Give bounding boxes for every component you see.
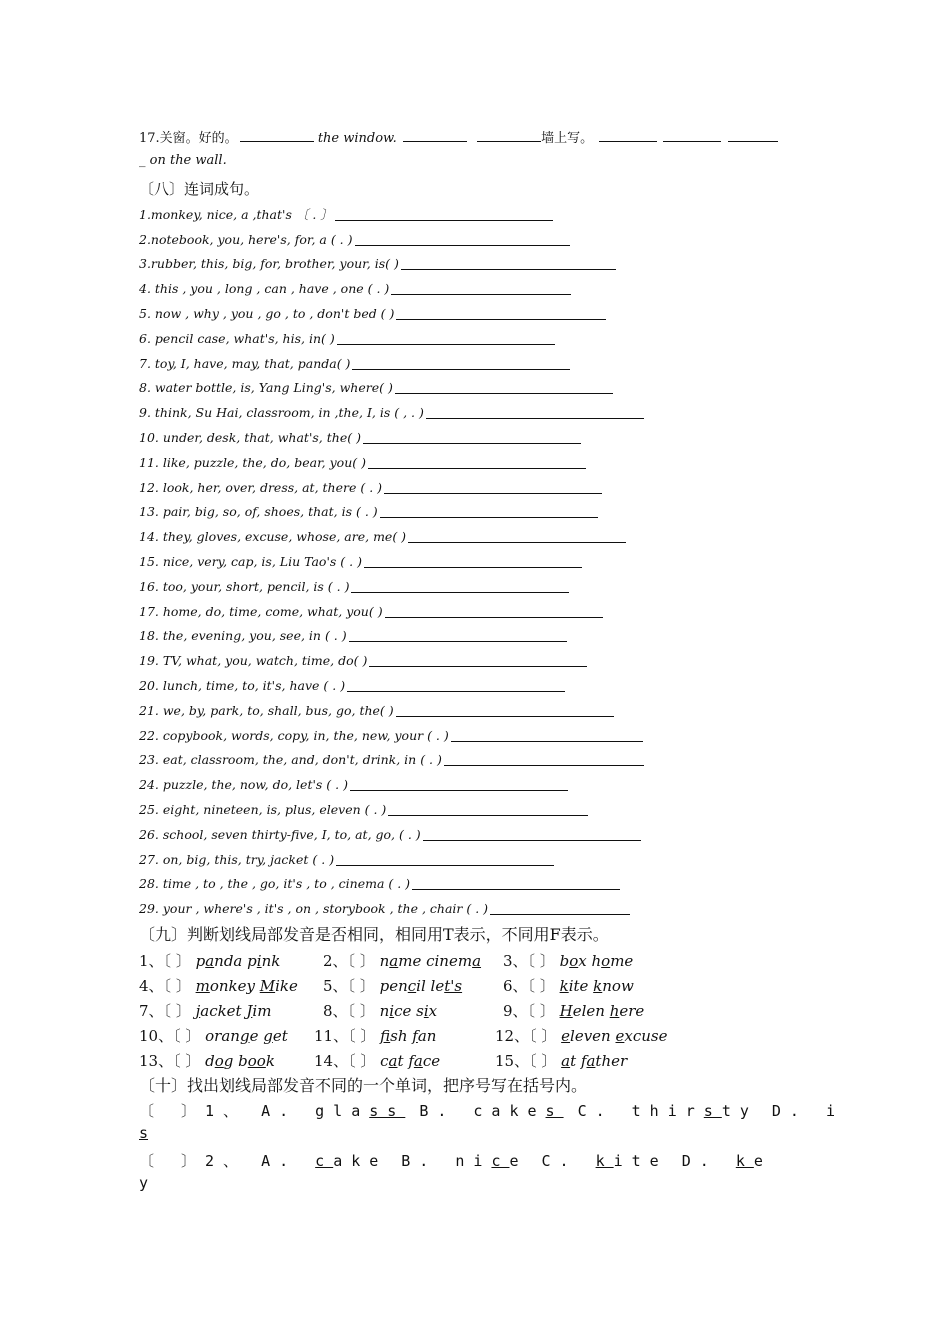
sentence-words: 14. they, gloves, excuse, whose, are, me( ) (139, 529, 407, 545)
answer-bracket[interactable]: 〔 〕 (163, 977, 196, 995)
word: fan (412, 1027, 437, 1045)
sentence-words: 25. eight, nineteen, is, plus, eleven ( . ) (139, 802, 387, 818)
sentence-words: 13. pair, big, so, of, shoes, that, is ( . ) (139, 504, 378, 520)
sentence-item (139, 524, 839, 549)
answer-blank[interactable] (352, 357, 570, 370)
sentence-words: 28. time , to , the , go, it's , to , cinema ( . ) (139, 876, 411, 892)
sentence-item (139, 648, 839, 673)
item-number: 7、 (139, 1002, 164, 1020)
word: eleven (561, 1027, 611, 1045)
answer-blank[interactable] (451, 729, 643, 742)
phonics-row (139, 1025, 699, 1047)
sentence-item (139, 475, 839, 500)
item-17-chinese-b: 墙上写。 (541, 131, 594, 146)
answer-blank[interactable] (426, 406, 644, 419)
odd-one-out-row (139, 1100, 844, 1121)
section-9-heading: 〔九〕判断划线局部发音是否相同，相同用T表示，不同用F表示。 (139, 925, 609, 944)
word: know (593, 977, 634, 995)
answer-blank[interactable] (423, 828, 641, 841)
phonics-item (139, 950, 280, 971)
sentence-words: 19. TV, what, you, watch, time, do( ) (139, 653, 368, 669)
sentence-words: 10. under, desk, that, what's, the( ) (139, 430, 361, 446)
word: here (609, 1002, 645, 1020)
answer-blank[interactable] (349, 629, 567, 642)
item-number: 3、 (503, 952, 528, 970)
phonics-item (495, 1050, 627, 1071)
wrapped-letter: s (139, 1124, 149, 1142)
word: face (408, 1052, 441, 1070)
answer-blank[interactable] (384, 481, 602, 494)
phonics-item (495, 1025, 668, 1046)
phonics-row (139, 975, 699, 997)
word: home (591, 952, 634, 970)
sentence-words: 16. too, your, short, pencil, is ( . ) (139, 578, 350, 594)
answer-blank[interactable] (337, 332, 555, 345)
sentence-item (139, 252, 839, 277)
phonics-item (139, 975, 298, 996)
sentence-item (139, 500, 839, 525)
sentence-words: 21. we, by, park, to, shall, bus, go, the( ) (139, 702, 394, 718)
phonics-item (314, 1050, 440, 1071)
sentence-item (139, 673, 839, 698)
sentence-item (139, 301, 839, 326)
item-17-english: the window. (313, 131, 401, 146)
phonics-row (139, 1000, 699, 1022)
item-number: 1、 (139, 952, 164, 970)
item-number: 14、 (314, 1052, 349, 1070)
section-8-list (139, 202, 839, 921)
item-number[interactable]: 〔 〕2、 (139, 1152, 248, 1170)
sentence-item (139, 549, 839, 574)
option: C. kite (541, 1152, 668, 1170)
phonics-row (139, 1050, 699, 1072)
option: B. cakes (419, 1102, 564, 1120)
sentence-words: 17. home, do, time, come, what, you( ) (139, 603, 383, 619)
word: Helen (559, 1002, 605, 1020)
wrapped-letter: y (139, 1174, 149, 1192)
sentence-item (139, 599, 839, 624)
sentence-words: 4. this , you , long , can , have , one ( . ) (139, 281, 390, 297)
odd-one-out-row (139, 1150, 809, 1171)
item-number: 5、 (323, 977, 348, 995)
item-number: 11、 (314, 1027, 349, 1045)
answer-blank[interactable] (351, 580, 569, 593)
option: A. cake (261, 1152, 388, 1170)
sentence-words: 6. pencil case, what's, his, in( ) (139, 330, 335, 346)
sentence-words: 15. nice, very, cap, is, Liu Tao's ( . ) (139, 554, 362, 570)
word: pencil (379, 977, 426, 995)
sentence-words: 24. puzzle, the, now, do, let's ( . ) (139, 777, 348, 793)
sentence-words: 22. copybook, words, copy, in, the, new, your ( . ) (139, 727, 449, 743)
answer-bracket[interactable]: 〔 〕 (348, 1027, 381, 1045)
section-10-heading: 〔十〕找出划线局部发音不同的一个单词，把序号写在括号内。 (139, 1076, 588, 1095)
answer-blank[interactable] (369, 654, 587, 667)
item-number: 10、 (139, 1027, 174, 1045)
answer-blank[interactable] (396, 704, 614, 717)
sentence-item (139, 748, 839, 773)
sentence-words: 23. eat, classroom, the, and, don't, drink, in ( . ) (139, 752, 442, 768)
answer-blank[interactable] (396, 307, 606, 320)
item-17-line (139, 127, 778, 146)
answer-bracket[interactable]: 〔 〕 (529, 1027, 562, 1045)
item-number: 13、 (139, 1052, 174, 1070)
sentence-item (139, 698, 839, 723)
option: D. ke (681, 1152, 772, 1170)
word: cat (380, 1052, 404, 1070)
sentence-words: 27. on, big, this, try, jacket ( . ) (139, 851, 335, 867)
sentence-item (139, 896, 839, 921)
answer-blank[interactable] (408, 530, 626, 543)
sentence-words: 26. school, seven thirty-five, I, to, at, go, ( . ) (139, 826, 421, 842)
word: cinema (426, 952, 482, 970)
answer-bracket[interactable]: 〔 〕 (527, 952, 560, 970)
item-number: 12、 (495, 1027, 530, 1045)
item-number: 8、 (323, 1002, 348, 1020)
item-number: 9、 (503, 1002, 528, 1020)
answer-blank[interactable] (385, 605, 603, 618)
sentence-words: 2.notebook, you, here's, for, a ( . ) (139, 231, 353, 247)
phonics-item (503, 1000, 644, 1021)
sentence-words: 3.rubber, this, big, for, brother, your, is( ) (139, 256, 399, 272)
answer-bracket[interactable]: 〔 〕 (347, 1002, 380, 1020)
answer-blank[interactable] (444, 753, 644, 766)
option: B. nice (401, 1152, 528, 1170)
answer-blank[interactable] (336, 853, 554, 866)
answer-bracket[interactable]: 〔 〕 (527, 977, 560, 995)
sentence-item (139, 723, 839, 748)
answer-blank[interactable] (412, 877, 620, 890)
answer-blank[interactable] (403, 129, 467, 142)
word: dog (205, 1052, 234, 1070)
sentence-item (139, 847, 839, 872)
answer-blank[interactable] (477, 129, 541, 142)
phonics-item (314, 1025, 436, 1046)
answer-bracket[interactable]: 〔 〕 (173, 1027, 206, 1045)
option: D. i (771, 1102, 844, 1120)
answer-blank[interactable] (380, 505, 598, 518)
answer-blank[interactable] (490, 902, 630, 915)
word: box (559, 952, 587, 970)
answer-blank[interactable] (391, 282, 571, 295)
sentence-item (139, 772, 839, 797)
word: panda (195, 952, 243, 970)
answer-bracket[interactable]: 〔 〕 (529, 1052, 562, 1070)
answer-blank[interactable] (350, 778, 568, 791)
word: Mike (259, 977, 298, 995)
sentence-item (139, 624, 839, 649)
answer-bracket[interactable]: 〔 〕 (347, 952, 380, 970)
word: father (580, 1052, 628, 1070)
phonics-item (323, 975, 462, 996)
answer-blank[interactable] (599, 129, 657, 142)
phonics-item (139, 1050, 275, 1071)
sentence-words: 20. lunch, time, to, it's, have ( . ) (139, 678, 346, 694)
phonics-item (323, 950, 481, 971)
answer-blank[interactable] (364, 555, 582, 568)
answer-blank[interactable] (728, 129, 778, 142)
answer-bracket[interactable]: 〔 〕 (527, 1002, 560, 1020)
sentence-item (139, 376, 839, 401)
sentence-words: 12. look, her, over, dress, at, there ( . ) (139, 479, 383, 495)
item-number: 15、 (495, 1052, 530, 1070)
word: kite (559, 977, 589, 995)
sentence-words: 9. think, Su Hai, classroom, in ,the, I, is ( , . ) (139, 405, 424, 421)
word: fish (380, 1027, 408, 1045)
phonics-item (323, 1000, 437, 1021)
word: Jim (246, 1002, 272, 1020)
sentence-item (139, 326, 839, 351)
word: at (561, 1052, 577, 1070)
word: let's (430, 977, 463, 995)
phonics-item (503, 950, 633, 971)
word: monkey (195, 977, 255, 995)
word: nice (379, 1002, 412, 1020)
item-number: 2、 (323, 952, 348, 970)
answer-blank[interactable] (368, 456, 586, 469)
word: excuse (615, 1027, 668, 1045)
answer-blank[interactable] (347, 679, 565, 692)
answer-blank[interactable] (401, 257, 616, 270)
answer-blank[interactable] (395, 381, 613, 394)
sentence-item (139, 872, 839, 897)
phonics-row (139, 950, 699, 972)
sentence-item (139, 574, 839, 599)
sentence-item (139, 227, 839, 252)
answer-bracket[interactable]: 〔 〕 (348, 1052, 381, 1070)
phonics-item (139, 1000, 271, 1021)
answer-bracket[interactable]: 〔 〕 (347, 977, 380, 995)
item-17-chinese-a: 17.关窗。好的。 (139, 131, 238, 146)
sentence-words: 5. now , why , you , go , to , don't bed ( ) (139, 306, 395, 322)
phonics-item (503, 975, 634, 996)
sentence-item (139, 276, 839, 301)
option: C. thirsty (577, 1102, 758, 1120)
sentence-words: 18. the, evening, you, see, in ( . ) (139, 628, 347, 644)
answer-bracket[interactable]: 〔 〕 (163, 1002, 196, 1020)
answer-blank[interactable] (663, 129, 721, 142)
word: jacket (195, 1002, 242, 1020)
phonics-item (139, 1025, 288, 1046)
section-8-heading: 〔八〕连词成句。 (139, 180, 260, 198)
word: orange (205, 1027, 259, 1045)
sentence-item (139, 450, 839, 475)
item-17-line-2: _ on the wall. (139, 153, 227, 168)
sentence-item (139, 351, 839, 376)
item-number: 4、 (139, 977, 164, 995)
word: six (416, 1002, 438, 1020)
answer-blank[interactable] (363, 431, 581, 444)
answer-blank[interactable] (335, 208, 553, 221)
sentence-item (139, 425, 839, 450)
option: A. glass (261, 1102, 406, 1120)
word: name (379, 952, 422, 970)
sentence-item (139, 400, 839, 425)
sentence-words: 7. toy, I, have, may, that, panda( ) (139, 355, 351, 371)
sentence-words: 11. like, puzzle, the, do, bear, you( ) (139, 454, 366, 470)
answer-blank[interactable] (355, 233, 570, 246)
item-number: 6、 (503, 977, 528, 995)
word: pink (247, 952, 281, 970)
answer-bracket[interactable]: 〔 〕 (173, 1052, 206, 1070)
sentence-item (139, 202, 839, 227)
word: book (238, 1052, 275, 1070)
sentence-item (139, 797, 839, 822)
sentence-item (139, 822, 839, 847)
sentence-words: 1.monkey, nice, a ,that's 〔 . 〕 (139, 207, 333, 223)
word: get (263, 1027, 288, 1045)
item-number[interactable]: 〔 〕1、 (139, 1102, 248, 1120)
answer-blank[interactable] (388, 803, 588, 816)
sentence-words: 8. water bottle, is, Yang Ling's, where( ) (139, 380, 393, 396)
answer-bracket[interactable]: 〔 〕 (163, 952, 196, 970)
sentence-words: 29. your , where's , it's , on , storybook , the , chair ( . ) (139, 901, 489, 917)
answer-blank[interactable] (240, 129, 314, 142)
